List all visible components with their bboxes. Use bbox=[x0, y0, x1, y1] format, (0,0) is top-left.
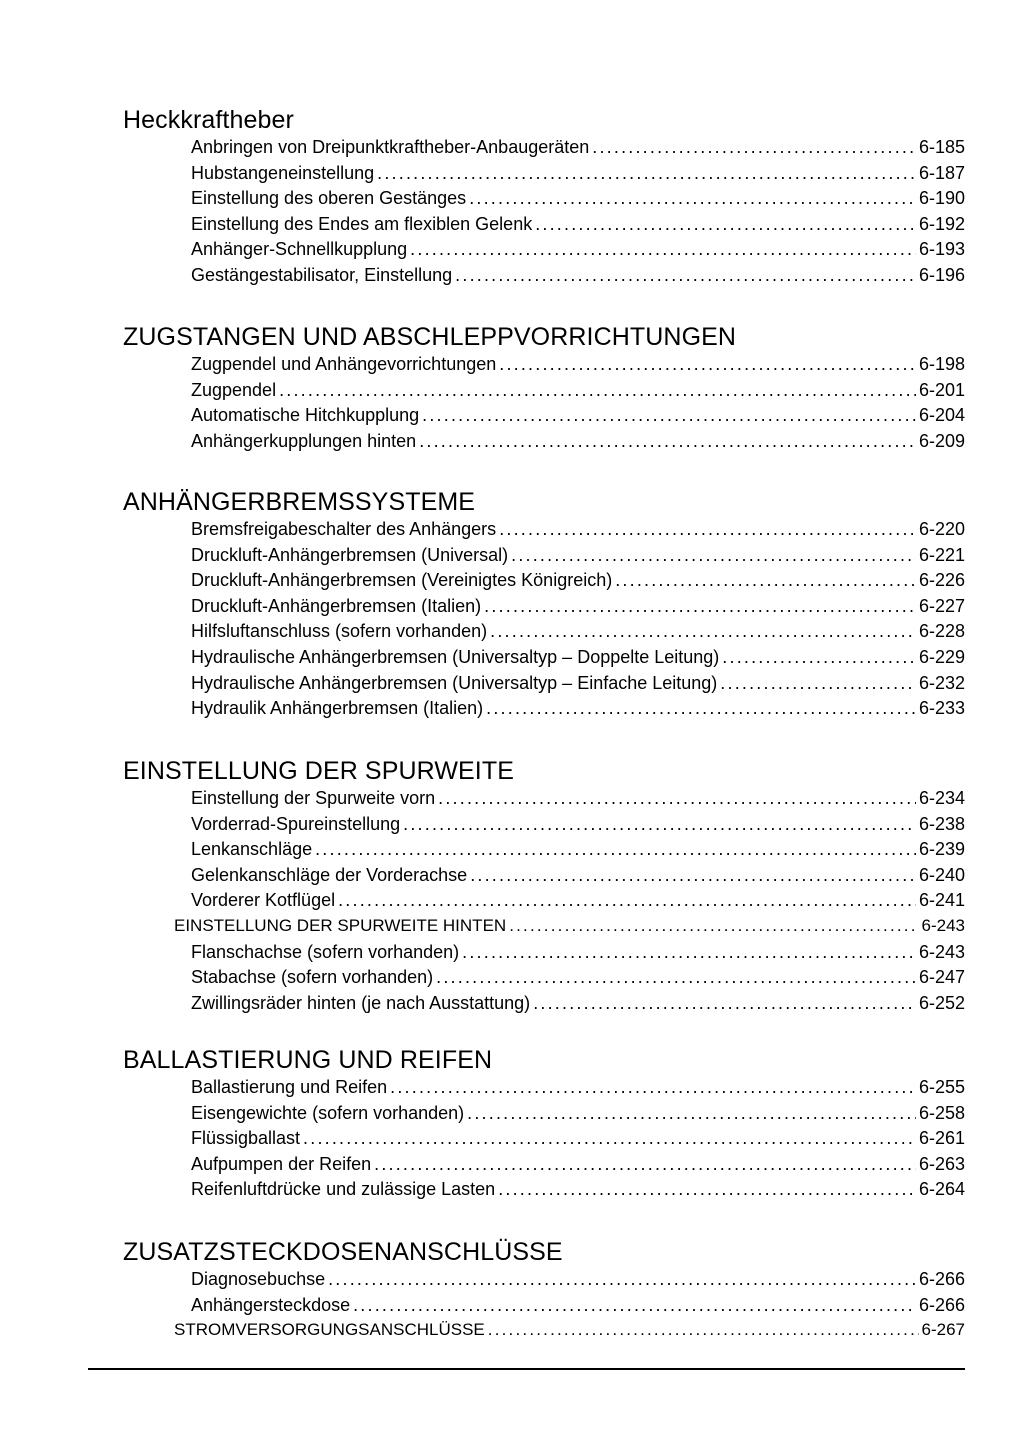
dot-leader bbox=[498, 1178, 916, 1200]
page-number: 6-261 bbox=[918, 1128, 965, 1148]
dot-leader bbox=[374, 1153, 916, 1175]
entry-title: Flanschachse (sofern vorhanden) bbox=[191, 942, 460, 962]
entry-title: Druckluft-Anhängerbremsen (Universal) bbox=[191, 545, 509, 565]
entry-title: Automatische Hitchkupplung bbox=[191, 405, 420, 425]
entry-title: Vorderer Kotflügel bbox=[191, 890, 336, 910]
toc-entry[interactable] bbox=[191, 1266, 965, 1290]
page-number: 6-266 bbox=[918, 1269, 965, 1289]
page-number: 6-190 bbox=[918, 188, 965, 208]
page-number: 6-240 bbox=[918, 865, 965, 885]
entry-title: Zwillingsräder hinten (je nach Ausstattung) bbox=[191, 993, 531, 1013]
entry-title: Hydraulische Anhängerbremsen (Universaltyp – Doppelte Leitung) bbox=[191, 647, 720, 667]
bottom-divider bbox=[88, 1368, 965, 1370]
entry-title: Bremsfreigabeschalter des Anhängers bbox=[191, 519, 497, 539]
entry-title: Gelenkanschläge der Vorderachse bbox=[191, 865, 468, 885]
dot-leader bbox=[328, 1268, 916, 1290]
section-title: ZUGSTANGEN UND ABSCHLEPPVORRICHTUNGEN bbox=[123, 323, 737, 351]
page-number: 6-221 bbox=[918, 545, 965, 565]
page-number: 6-232 bbox=[918, 673, 965, 693]
page-number: 6-209 bbox=[918, 431, 965, 451]
dot-leader bbox=[499, 353, 916, 375]
entry-title: Flüssigballast bbox=[191, 1128, 301, 1148]
toc-entry[interactable] bbox=[191, 567, 965, 591]
dot-leader bbox=[720, 672, 916, 694]
entry-title: Anhängerkupplungen hinten bbox=[191, 431, 417, 451]
section-title: Heckkraftheber bbox=[123, 106, 294, 134]
page-number: 6-198 bbox=[918, 354, 965, 374]
entry-title: EINSTELLUNG DER SPURWEITE HINTEN bbox=[174, 916, 507, 935]
entry-title: Stabachse (sofern vorhanden) bbox=[191, 967, 434, 987]
page-number: 6-227 bbox=[918, 596, 965, 616]
toc-subheading-entry[interactable] bbox=[174, 913, 965, 937]
dot-leader bbox=[455, 264, 916, 286]
section-title: ANHÄNGERBREMSSYSTEME bbox=[123, 488, 476, 516]
toc-entry[interactable] bbox=[191, 1176, 965, 1200]
dot-leader bbox=[592, 136, 916, 158]
toc-entry[interactable] bbox=[191, 402, 965, 426]
entry-title: Gestängestabilisator, Einstellung bbox=[191, 265, 453, 285]
toc-entry[interactable] bbox=[191, 644, 965, 668]
page-number: 6-243 bbox=[918, 942, 965, 962]
toc-entry[interactable] bbox=[191, 939, 965, 963]
page-number: 6-267 bbox=[921, 1320, 965, 1339]
dot-leader bbox=[615, 569, 916, 591]
toc-entry[interactable] bbox=[191, 836, 965, 860]
toc-entry[interactable] bbox=[191, 211, 965, 235]
page-number: 6-258 bbox=[918, 1103, 965, 1123]
dot-leader bbox=[410, 238, 916, 260]
dot-leader bbox=[490, 620, 916, 642]
page-number: 6-238 bbox=[918, 814, 965, 834]
dot-leader bbox=[509, 915, 918, 937]
dot-leader bbox=[353, 1294, 916, 1316]
dot-leader bbox=[511, 544, 916, 566]
page-number: 6-228 bbox=[918, 621, 965, 641]
toc-entry[interactable] bbox=[191, 1074, 965, 1098]
dot-leader bbox=[377, 162, 916, 184]
dot-leader bbox=[486, 697, 916, 719]
dot-leader bbox=[436, 966, 916, 988]
entry-title: Ballastierung und Reifen bbox=[191, 1077, 388, 1097]
entry-title: Vorderrad-Spureinstellung bbox=[191, 814, 401, 834]
entry-title: Hydraulik Anhängerbremsen (Italien) bbox=[191, 698, 484, 718]
page-number: 6-220 bbox=[918, 519, 965, 539]
toc-entry[interactable] bbox=[191, 695, 965, 719]
entry-title: Hubstangeneinstellung bbox=[191, 163, 375, 183]
page-number: 6-264 bbox=[918, 1179, 965, 1199]
section-title: BALLASTIERUNG UND REIFEN bbox=[123, 1046, 493, 1074]
page-number: 6-193 bbox=[918, 239, 965, 259]
dot-leader bbox=[535, 213, 916, 235]
page-number: 6-192 bbox=[918, 214, 965, 234]
toc-entry[interactable] bbox=[191, 516, 965, 540]
toc-entry[interactable] bbox=[191, 542, 965, 566]
toc-entry[interactable] bbox=[191, 593, 965, 617]
page-number: 6-185 bbox=[918, 137, 965, 157]
page-number: 6-204 bbox=[918, 405, 965, 425]
toc-subheading-entry[interactable] bbox=[174, 1317, 965, 1341]
page-number: 6-187 bbox=[918, 163, 965, 183]
entry-title: Lenkanschläge bbox=[191, 839, 313, 859]
entry-title: Einstellung der Spurweite vorn bbox=[191, 788, 436, 808]
page-number: 6-226 bbox=[918, 570, 965, 590]
toc-entry[interactable] bbox=[191, 862, 965, 886]
section-title: ZUSATZSTECKDOSENANSCHLÜSSE bbox=[123, 1238, 563, 1266]
toc-entry[interactable] bbox=[191, 134, 965, 158]
page-number: 6-263 bbox=[918, 1154, 965, 1174]
toc-entry[interactable] bbox=[191, 160, 965, 184]
toc-entry[interactable] bbox=[191, 1292, 965, 1316]
entry-title: Einstellung des oberen Gestänges bbox=[191, 188, 467, 208]
toc-entry[interactable] bbox=[191, 887, 965, 911]
toc-entry[interactable] bbox=[191, 618, 965, 642]
entry-title: Eisengewichte (sofern vorhanden) bbox=[191, 1103, 465, 1123]
dot-leader bbox=[462, 941, 916, 963]
page-number: 6-201 bbox=[918, 380, 965, 400]
entry-title: Zugpendel und Anhängevorrichtungen bbox=[191, 354, 497, 374]
dot-leader bbox=[533, 992, 916, 1014]
toc-entry[interactable] bbox=[191, 1125, 965, 1149]
toc-entry[interactable] bbox=[191, 185, 965, 209]
entry-title: Anbringen von Dreipunktkraftheber-Anbaugeräten bbox=[191, 137, 590, 157]
dot-leader bbox=[467, 1102, 916, 1124]
dot-leader bbox=[499, 518, 916, 540]
page-number: 6-229 bbox=[918, 647, 965, 667]
toc-entry[interactable] bbox=[191, 964, 965, 988]
toc-entry[interactable] bbox=[191, 811, 965, 835]
entry-title: Einstellung des Endes am flexiblen Gelenk bbox=[191, 214, 533, 234]
entry-title: Anhängersteckdose bbox=[191, 1295, 351, 1315]
dot-leader bbox=[470, 864, 916, 886]
entry-title: Hydraulische Anhängerbremsen (Universaltyp – Einfache Leitung) bbox=[191, 673, 718, 693]
entry-title: Diagnosebuchse bbox=[191, 1269, 326, 1289]
page-number: 6-196 bbox=[918, 265, 965, 285]
entry-title: Druckluft-Anhängerbremsen (Vereinigtes Königreich) bbox=[191, 570, 613, 590]
dot-leader bbox=[403, 813, 916, 835]
dot-leader bbox=[338, 889, 916, 911]
entry-title: Reifenluftdrücke und zulässige Lasten bbox=[191, 1179, 496, 1199]
dot-leader bbox=[488, 1319, 919, 1341]
page-number: 6-234 bbox=[918, 788, 965, 808]
entry-title: Aufpumpen der Reifen bbox=[191, 1154, 372, 1174]
dot-leader bbox=[484, 595, 916, 617]
dot-leader bbox=[419, 430, 916, 452]
toc-entry[interactable] bbox=[191, 1151, 965, 1175]
dot-leader bbox=[722, 646, 916, 668]
entry-title: STROMVERSORGUNGSANSCHLÜSSE bbox=[174, 1320, 485, 1339]
section-title: EINSTELLUNG DER SPURWEITE bbox=[123, 757, 515, 785]
toc-entry[interactable] bbox=[191, 785, 965, 809]
toc-entry[interactable] bbox=[191, 262, 965, 286]
dot-leader bbox=[469, 187, 916, 209]
page-number: 6-255 bbox=[918, 1077, 965, 1097]
dot-leader bbox=[422, 404, 916, 426]
dot-leader bbox=[390, 1076, 916, 1098]
page-number: 6-241 bbox=[918, 890, 965, 910]
entry-title: Druckluft-Anhängerbremsen (Italien) bbox=[191, 596, 482, 616]
page-number: 6-243 bbox=[921, 916, 965, 935]
toc-entry[interactable] bbox=[191, 990, 965, 1014]
dot-leader bbox=[315, 838, 916, 860]
page-number: 6-247 bbox=[918, 967, 965, 987]
dot-leader bbox=[438, 787, 916, 809]
page-number: 6-239 bbox=[918, 839, 965, 859]
entry-title: Zugpendel bbox=[191, 380, 277, 400]
toc-entry[interactable] bbox=[191, 351, 965, 375]
entry-title: Hilfsluftanschluss (sofern vorhanden) bbox=[191, 621, 488, 641]
dot-leader bbox=[303, 1127, 916, 1149]
page-number: 6-266 bbox=[918, 1295, 965, 1315]
dot-leader bbox=[279, 379, 916, 401]
toc-entry[interactable] bbox=[191, 670, 965, 694]
toc-entry[interactable] bbox=[191, 1100, 965, 1124]
toc-entry[interactable] bbox=[191, 428, 965, 452]
entry-title: Anhänger-Schnellkupplung bbox=[191, 239, 408, 259]
toc-entry[interactable] bbox=[191, 377, 965, 401]
page-number: 6-233 bbox=[918, 698, 965, 718]
page-number: 6-252 bbox=[918, 993, 965, 1013]
toc-entry[interactable] bbox=[191, 236, 965, 260]
